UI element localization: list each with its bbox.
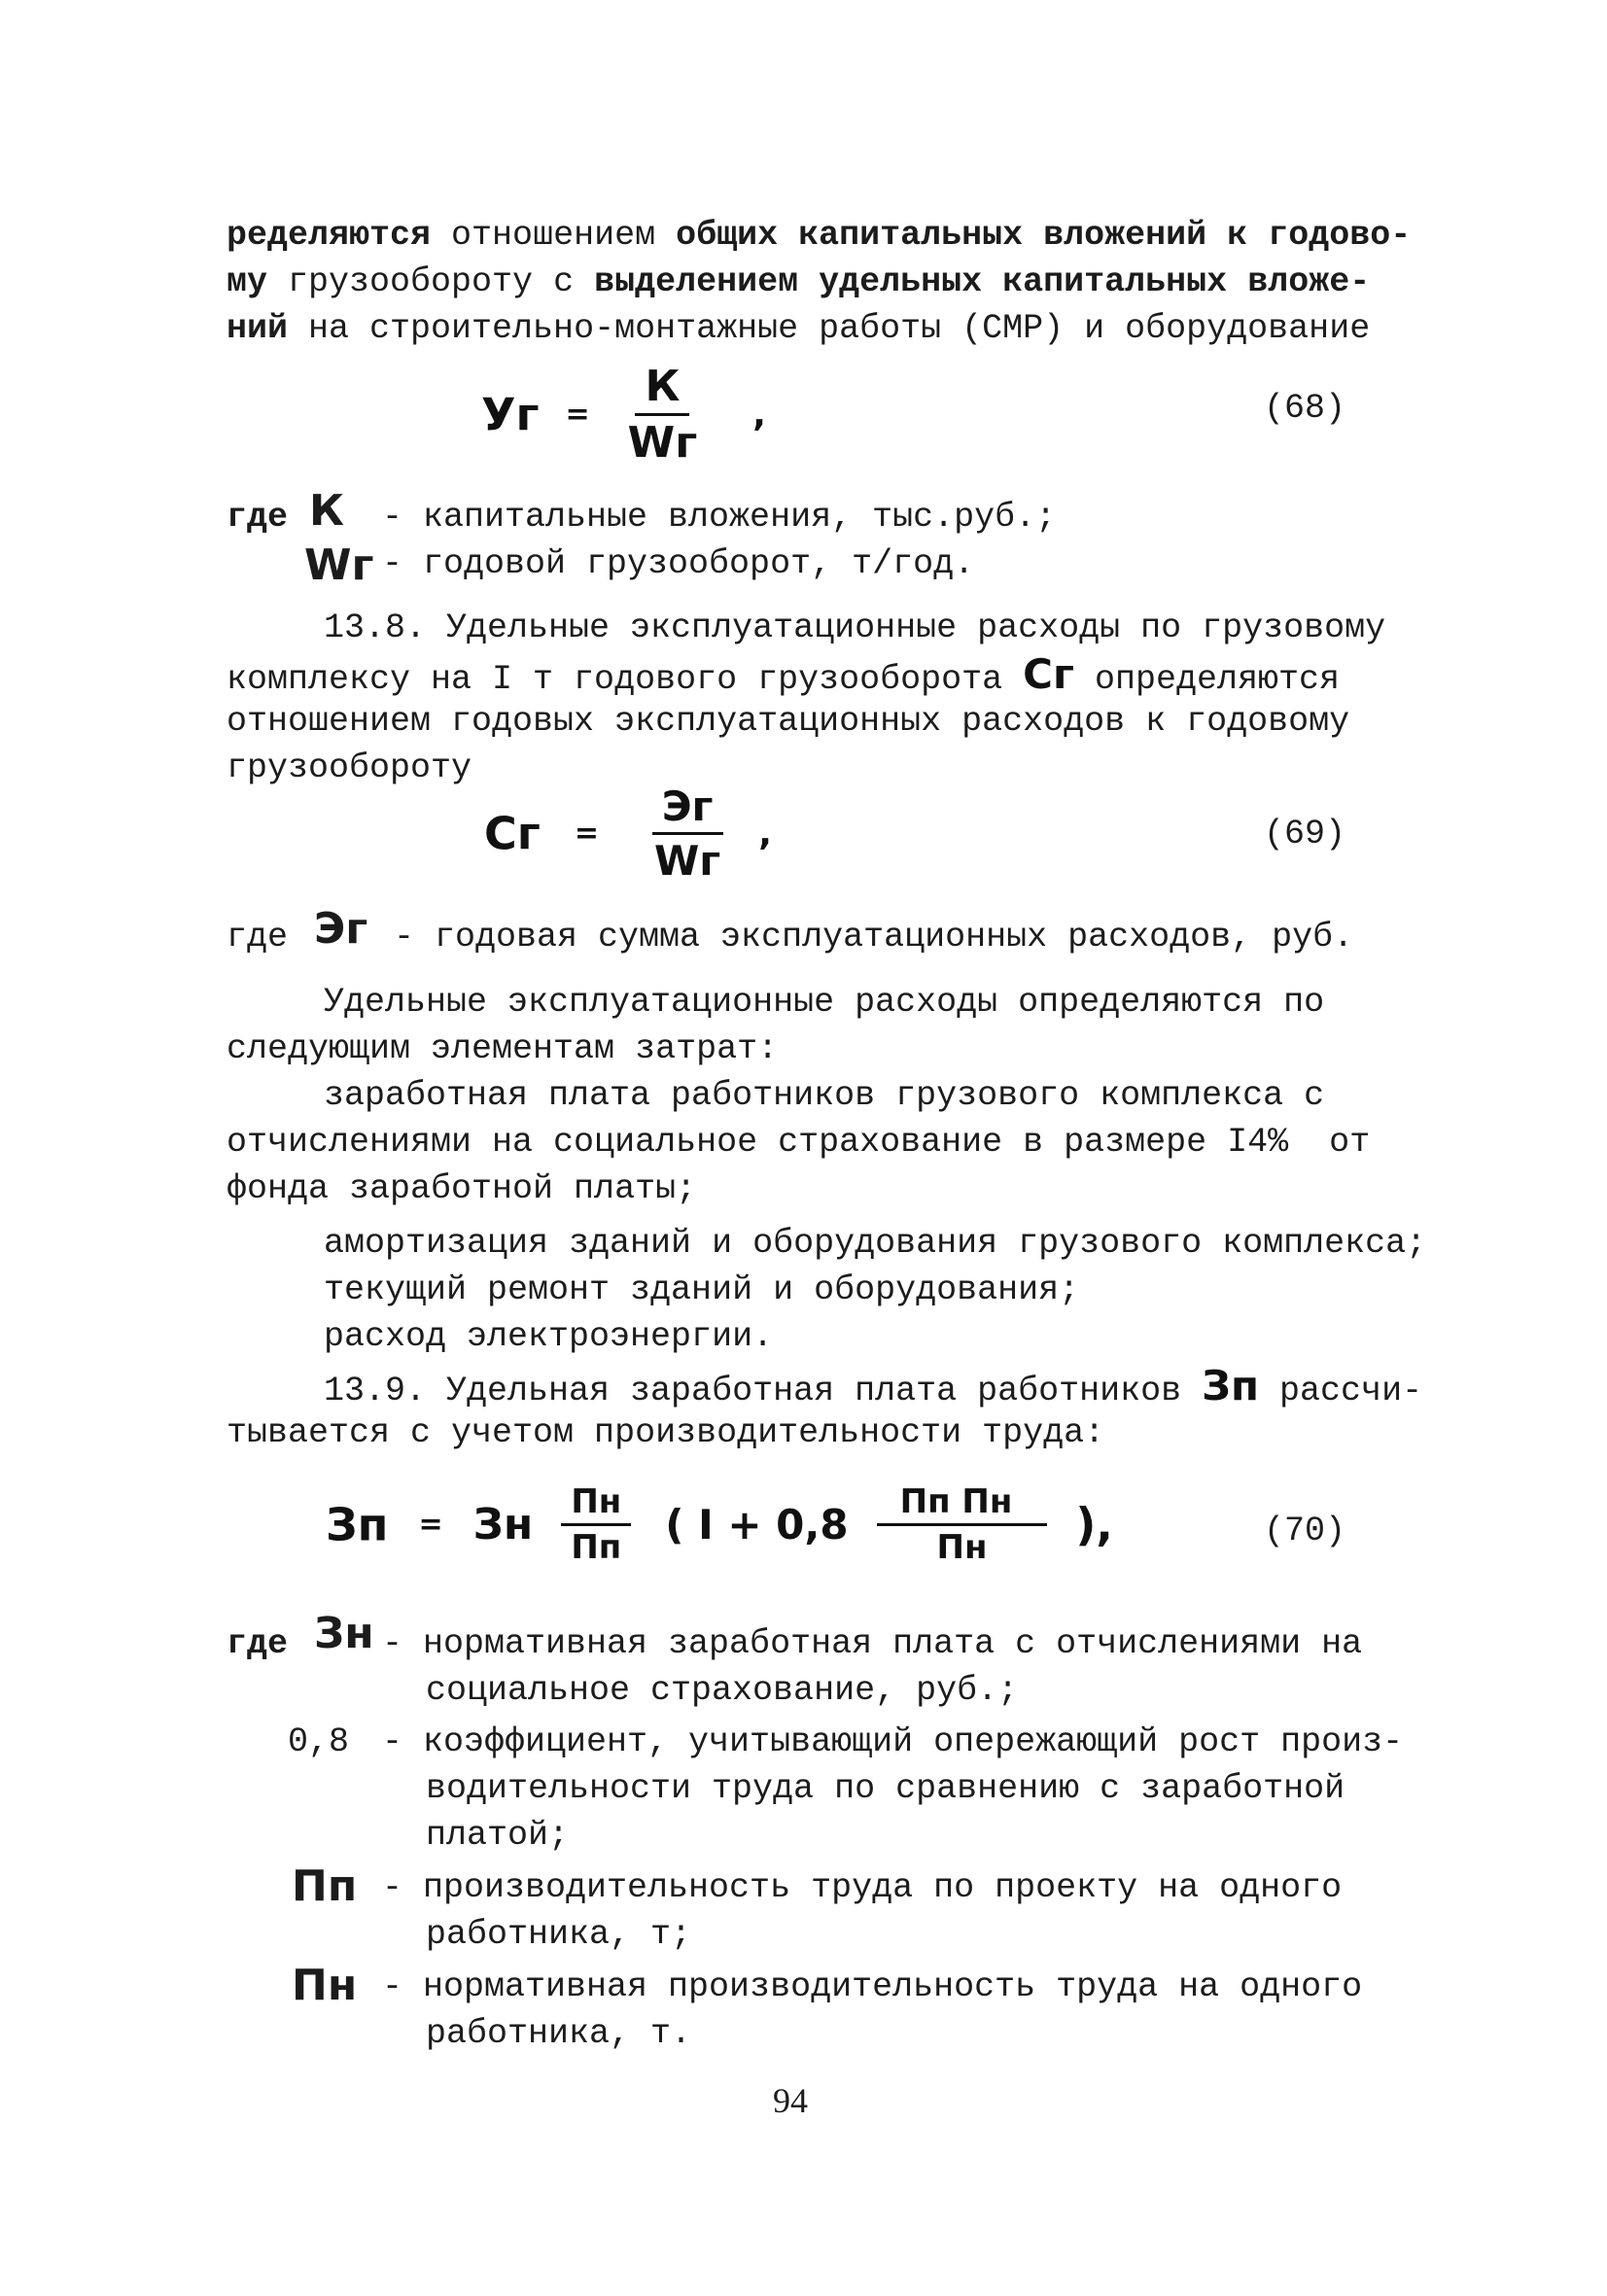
where-70-text-pp-2: работника, т; bbox=[426, 1915, 692, 1954]
where-68-symbol-k: К bbox=[309, 486, 344, 536]
formula-69-numerator: Эг bbox=[652, 783, 723, 835]
section-13-8-line-2-a: комплексу на I т годового грузооборота bbox=[227, 660, 1003, 699]
intro-line-1-c: общих капитальных вложений к годово- bbox=[676, 216, 1412, 255]
elements-line-7: текущий ремонт зданий и оборудования; bbox=[324, 1270, 1080, 1309]
where-label-70: где bbox=[227, 1624, 289, 1663]
formula-69-eq: = bbox=[574, 817, 599, 851]
elements-line-8: расход электроэнергии. bbox=[324, 1317, 774, 1356]
where-70-symbol-pp: Пп bbox=[292, 1861, 358, 1911]
intro-line-3-a: ний bbox=[227, 309, 289, 348]
where-label-69: где bbox=[227, 918, 289, 957]
formula-70-lhs: Зп bbox=[326, 1498, 389, 1551]
section-13-9-line-2: тывается с учетом производительности труда: bbox=[227, 1413, 1105, 1452]
equation-number-70: (70) bbox=[1264, 1512, 1346, 1550]
where-70-text-zn-1-span: - нормативная заработная плата с отчислениями на bbox=[382, 1624, 1363, 1663]
formula-70-fraction-2-numerator: Пп Пн bbox=[877, 1482, 1048, 1526]
intro-line-2-a: му bbox=[227, 262, 268, 301]
where-70-text-zn-2: социальное страхование, руб.; bbox=[426, 1671, 1019, 1710]
formula-70-fraction-1-denominator: Пп bbox=[571, 1528, 622, 1567]
intro-line-1-b: отношением bbox=[431, 216, 677, 255]
intro-line-2-b: грузообороту с bbox=[267, 262, 595, 301]
where-70-text-coef-1: - коэффициент, учитывающий опережающий рост произ- bbox=[382, 1722, 1404, 1761]
section-13-8-symbol-c: Сг bbox=[1023, 650, 1074, 698]
formula-68-comma: , bbox=[752, 395, 766, 435]
where-68-text-w: - годовой грузооборот, т/год. bbox=[382, 544, 975, 583]
where-70-symbol-zn: Зн bbox=[314, 1609, 374, 1658]
where-68-text-k: - капитальные вложения, тыс.руб.; bbox=[382, 498, 1057, 537]
page-number: 94 bbox=[773, 2081, 808, 2120]
formula-68-eq: = bbox=[565, 398, 590, 432]
formula-69 bbox=[484, 783, 772, 885]
where-69-text-e: - годовая сумма эксплуатационных расходов, руб. bbox=[394, 918, 1354, 957]
intro-line-1-a: ределяются bbox=[227, 216, 432, 255]
section-13-9-line-1-a: 13.9. Удельная заработная плата работников bbox=[324, 1372, 1182, 1410]
section-13-8-line-2 bbox=[227, 651, 1340, 703]
where-68-symbol-w: Wг bbox=[304, 540, 374, 590]
where-70-text-pp-1: - производительность труда по проекту на одного bbox=[382, 1868, 1343, 1907]
formula-70-open: ( I + 0,8 bbox=[665, 1501, 849, 1548]
equation-number-69: (69) bbox=[1264, 815, 1346, 853]
formula-70-zn: Зн bbox=[472, 1500, 534, 1549]
formula-69-fraction bbox=[645, 783, 730, 885]
where-label-68: где bbox=[227, 498, 289, 537]
formula-70-eq: = bbox=[418, 1508, 443, 1542]
formula-70-fraction-2 bbox=[877, 1482, 1048, 1567]
formula-68-lhs: Уг bbox=[481, 388, 540, 441]
where-70-text-zn-1 bbox=[382, 1620, 1362, 1667]
elements-line-1: Удельные эксплуатационные расходы определяются по bbox=[324, 983, 1325, 1022]
section-13-8-line-4: грузообороту bbox=[227, 748, 472, 787]
section-13-9-line-1-b: рассчи- bbox=[1279, 1372, 1423, 1410]
elements-line-4: отчислениями на социальное страхование в размере I4% от bbox=[227, 1123, 1371, 1162]
section-13-8-line-1: 13.8. Удельные эксплуатационные расходы по грузовому bbox=[324, 609, 1386, 647]
section-13-9-symbol-z: Зп bbox=[1202, 1362, 1260, 1409]
elements-line-3: заработная плата работников грузового комплекса с bbox=[324, 1076, 1325, 1115]
formula-70-fraction-1-numerator: Пн bbox=[561, 1482, 631, 1526]
section-13-8-line-3: отношением годовых эксплуатационных расходов к годовому bbox=[227, 702, 1350, 741]
elements-line-5: фонда заработной платы; bbox=[227, 1169, 697, 1208]
intro-line-3-b: на строительно-монтажные работы (СМР) и оборудование bbox=[288, 309, 1371, 348]
elements-line-6: амортизация зданий и оборудования грузового комплекса; bbox=[324, 1224, 1427, 1263]
formula-69-comma: , bbox=[758, 814, 772, 853]
where-70-text-pn-1: - нормативная производительность труда на одного bbox=[382, 1967, 1363, 2006]
intro-line-3 bbox=[227, 305, 1370, 352]
formula-68-fraction bbox=[618, 362, 708, 468]
formula-70 bbox=[326, 1482, 1113, 1567]
formula-68 bbox=[481, 362, 766, 468]
equation-number-68: (68) bbox=[1264, 389, 1346, 428]
formula-70-close: ), bbox=[1075, 1498, 1113, 1551]
where-70-symbol-coef: 0,8 bbox=[288, 1722, 350, 1761]
where-70-text-pn-2: работника, т. bbox=[426, 2014, 692, 2053]
section-13-9-line-1 bbox=[324, 1363, 1422, 1414]
intro-line-1 bbox=[227, 212, 1411, 259]
intro-line-2-c: выделением удельных капитальных вложе- bbox=[594, 262, 1371, 301]
where-69-symbol-e: Эг bbox=[314, 904, 368, 954]
formula-69-denominator: Wг bbox=[653, 837, 721, 885]
formula-70-fraction-1 bbox=[561, 1482, 631, 1567]
formula-68-denominator: Wг bbox=[627, 418, 698, 468]
formula-70-fraction-2-denominator: Пн bbox=[936, 1528, 988, 1567]
where-70-symbol-pn: Пн bbox=[292, 1961, 358, 2010]
where-70-text-coef-2: водительности труда по сравнению с заработной bbox=[426, 1769, 1345, 1808]
where-70-text-coef-3: платой; bbox=[426, 1816, 570, 1855]
elements-line-2: следующим элементам затрат: bbox=[227, 1029, 779, 1068]
intro-line-2 bbox=[227, 259, 1370, 305]
section-13-8-line-2-b: определяются bbox=[1094, 660, 1340, 699]
formula-69-lhs: Сг bbox=[484, 807, 541, 860]
formula-68-numerator: К bbox=[635, 362, 689, 416]
